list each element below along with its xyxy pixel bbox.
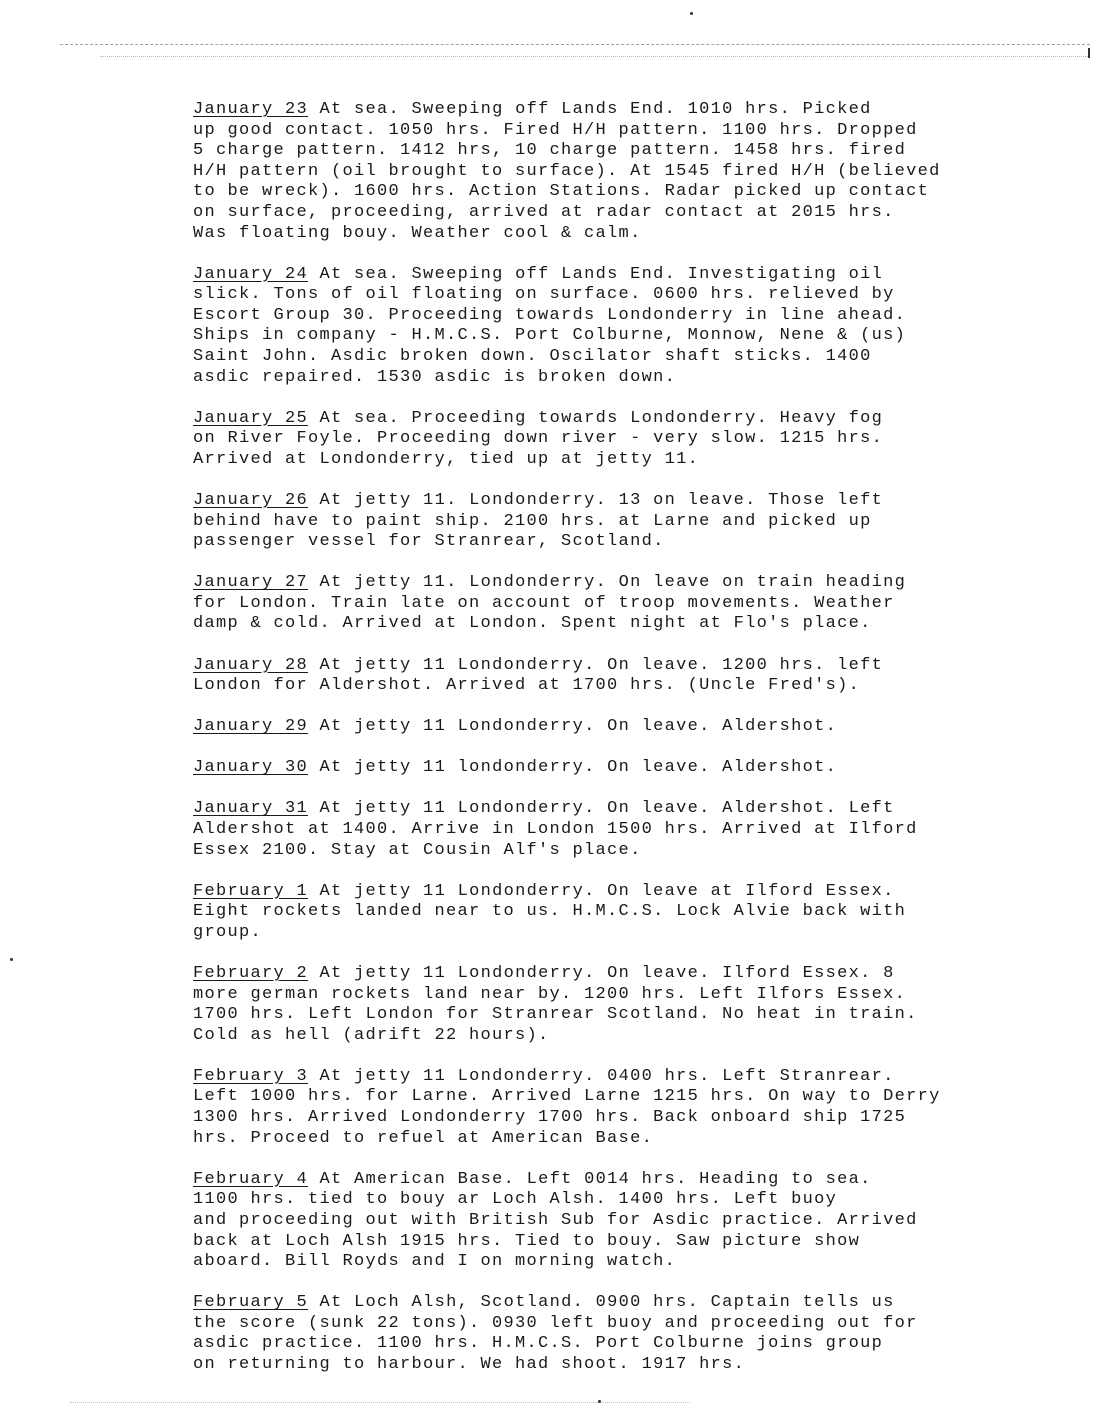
scan-speck <box>1088 48 1090 58</box>
entry-text: At jetty 11. Londonderry. 13 on leave. Those left behind have to paint ship. 2100 hrs. at Larne and picked up passenger vessel for Stranrear, Scotland. <box>193 491 884 552</box>
diary-entry <box>193 717 1043 738</box>
scan-artifact-bottom <box>70 1402 690 1403</box>
entry-date: February 5 <box>193 1293 309 1313</box>
diary-entry <box>193 758 1043 779</box>
entry-text: At sea. Sweeping off Lands End. 1010 hrs. Picked up good contact. 1050 hrs. Fired H/H pattern. 1100 hrs. Dropped 5 charge pattern. 1412 hrs, 10 charge pattern. 1458 hrs. fired H/H pattern (oil brought to surface). At 1545 fired H/H (believed to be wreck). 1600 hrs. Action Stations. Radar picked up contact on surface, proceeding, arrived at radar contact at 2015 hrs. Was floating bouy. Weather cool & calm. <box>193 100 941 243</box>
entry-text: At jetty 11 Londonderry. 0400 hrs. Left Stranrear. Left 1000 hrs. for Larne. Arrived Larne 1215 hrs. On way to Derry 1300 hrs. Arrived Londonderry 1700 hrs. Back onboard ship 1725 hrs. Proceed to refuel at American Base. <box>193 1066 941 1148</box>
entry-text: At jetty 11 londonderry. On leave. Aldershot. <box>319 758 838 778</box>
scan-speck <box>598 1400 601 1403</box>
diary-entry <box>193 265 1043 389</box>
diary-entry <box>193 1067 1043 1149</box>
diary-entry <box>193 1170 1043 1273</box>
diary-entry <box>193 656 1043 697</box>
entry-date: February 3 <box>193 1066 309 1086</box>
entry-date: January 27 <box>193 573 309 593</box>
scan-speck <box>10 958 13 961</box>
entry-date: January 26 <box>193 491 309 510</box>
diary-entry <box>193 799 1043 861</box>
entry-text: At jetty 11 Londonderry. On leave. Aldershot. <box>319 717 838 737</box>
entry-text: At jetty 11 Londonderry. On leave. Aldershot. Left Aldershot at 1400. Arrive in London 1500 hrs. Arrived at Ilford Essex 2100. Stay at Cousin Alf's place. <box>193 799 918 860</box>
diary-entry <box>193 1293 1043 1375</box>
diary-entry <box>193 409 1043 471</box>
entry-text: At jetty 11 Londonderry. On leave. Ilford Essex. 8 more german rockets land near by. 1200 hrs. Left Ilfors Essex. 1700 hrs. Left London for Stranrear Scotland. No heat in train. Cold as hell (adrift 22 hours). <box>193 964 918 1045</box>
entry-text: At jetty 11. Londonderry. On leave on train heading for London. Train late on account of troop movements. Weather damp & cold. Arrived at London. Spent night at Flo's place. <box>193 573 907 634</box>
entry-date: January 30 <box>193 758 309 778</box>
scan-artifact-top <box>100 56 1090 57</box>
entry-text: At jetty 11 Londonderry. On leave. 1200 hrs. left London for Aldershot. Arrived at 1700 hrs. (Uncle Fred's). <box>193 655 884 696</box>
entry-date: January 29 <box>193 717 309 737</box>
scan-speck <box>690 12 693 15</box>
diary-entry <box>193 491 1043 553</box>
entry-text: At Loch Alsh, Scotland. 0900 hrs. Captain tells us the score (sunk 22 tons). 0930 left buoy and proceeding out for asdic practice. 1100 hrs. H.M.C.S. Port Colburne joins group on returning to harbour. We had shoot. 1917 hrs. <box>193 1293 918 1374</box>
entry-date: February 2 <box>193 964 309 983</box>
entry-date: February 4 <box>193 1169 309 1189</box>
entry-text: At jetty 11 Londonderry. On leave at Ilford Essex. Eight rockets landed near to us. H.M.C.S. Lock Alvie back with group. <box>193 881 907 942</box>
entry-date: January 28 <box>193 655 309 675</box>
diary-entry <box>193 573 1043 635</box>
entry-date: January 23 <box>193 100 309 119</box>
diary-entry <box>193 882 1043 944</box>
entry-date: January 25 <box>193 408 309 428</box>
scan-artifact-top <box>60 44 1090 45</box>
entry-date: February 1 <box>193 881 309 901</box>
entry-date: January 24 <box>193 264 309 284</box>
entry-text: At sea. Proceeding towards Londonderry. Heavy fog on River Foyle. Proceeding down river - very slow. 1215 hrs. Arrived at Londonderry, tied up at jetty 11. <box>193 408 884 469</box>
entry-text: At American Base. Left 0014 hrs. Heading to sea. 1100 hrs. tied to bouy ar Loch Alsh. 1400 hrs. Left buoy and proceeding out with British Sub for Asdic practice. Arrived back at Loch Alsh 1915 hrs. Tied to bouy. Saw picture show aboard. Bill Royds and I on morning watch. <box>193 1169 918 1272</box>
entry-date: January 31 <box>193 799 309 819</box>
entry-text: At sea. Sweeping off Lands End. Investigating oil slick. Tons of oil floating on surface. 0600 hrs. relieved by Escort Group 30. Proceeding towards Londonderry in line ahead. Ships in company - H.M.C.S. Port Colburne, Monnow, Nene & (us) Saint John. Asdic broken down. Oscilator shaft sticks. 1400 asdic repaired. 1530 asdic is broken down. <box>193 264 907 387</box>
diary-entry <box>193 964 1043 1046</box>
diary-page <box>193 100 1043 1396</box>
diary-entry <box>193 100 1043 244</box>
